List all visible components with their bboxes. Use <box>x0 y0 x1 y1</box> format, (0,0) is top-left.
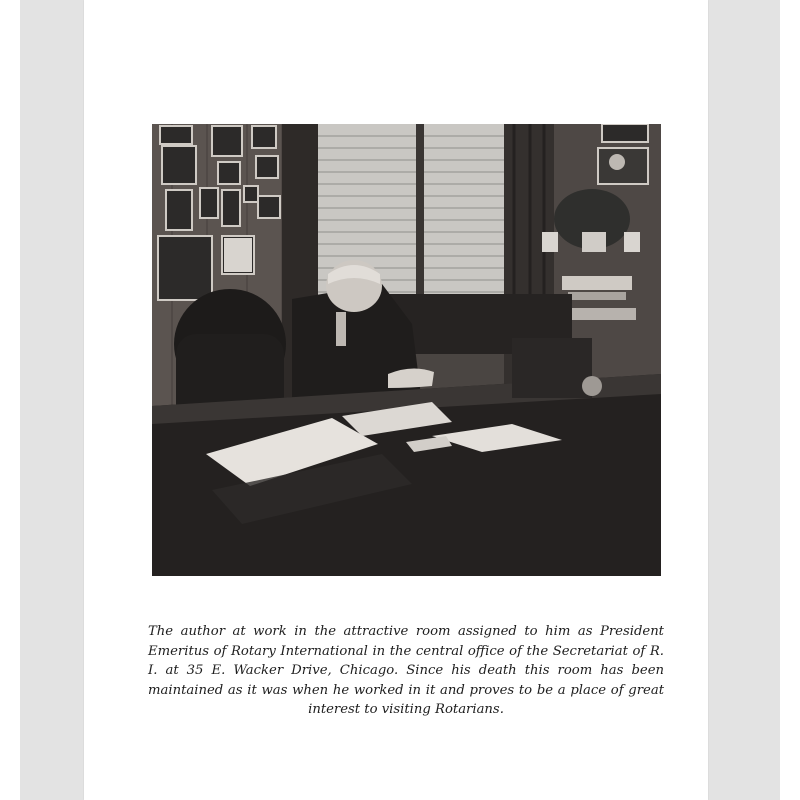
viewer-right-margin <box>780 0 800 800</box>
office-photograph <box>152 124 661 576</box>
figure-caption: The author at work in the attractive room assigned to him as President Emeritus of Rotary International in the central office of the Secretariat of R. I. at 35 E. Wacker Drive, Chicago. Since his death this room has been maintained as it was when he worked in it and proves to be a place of great interest to visiting Rotarians. <box>148 624 664 717</box>
document-page <box>84 0 708 800</box>
figure-photo <box>152 124 661 576</box>
viewer-left-margin <box>0 0 20 800</box>
